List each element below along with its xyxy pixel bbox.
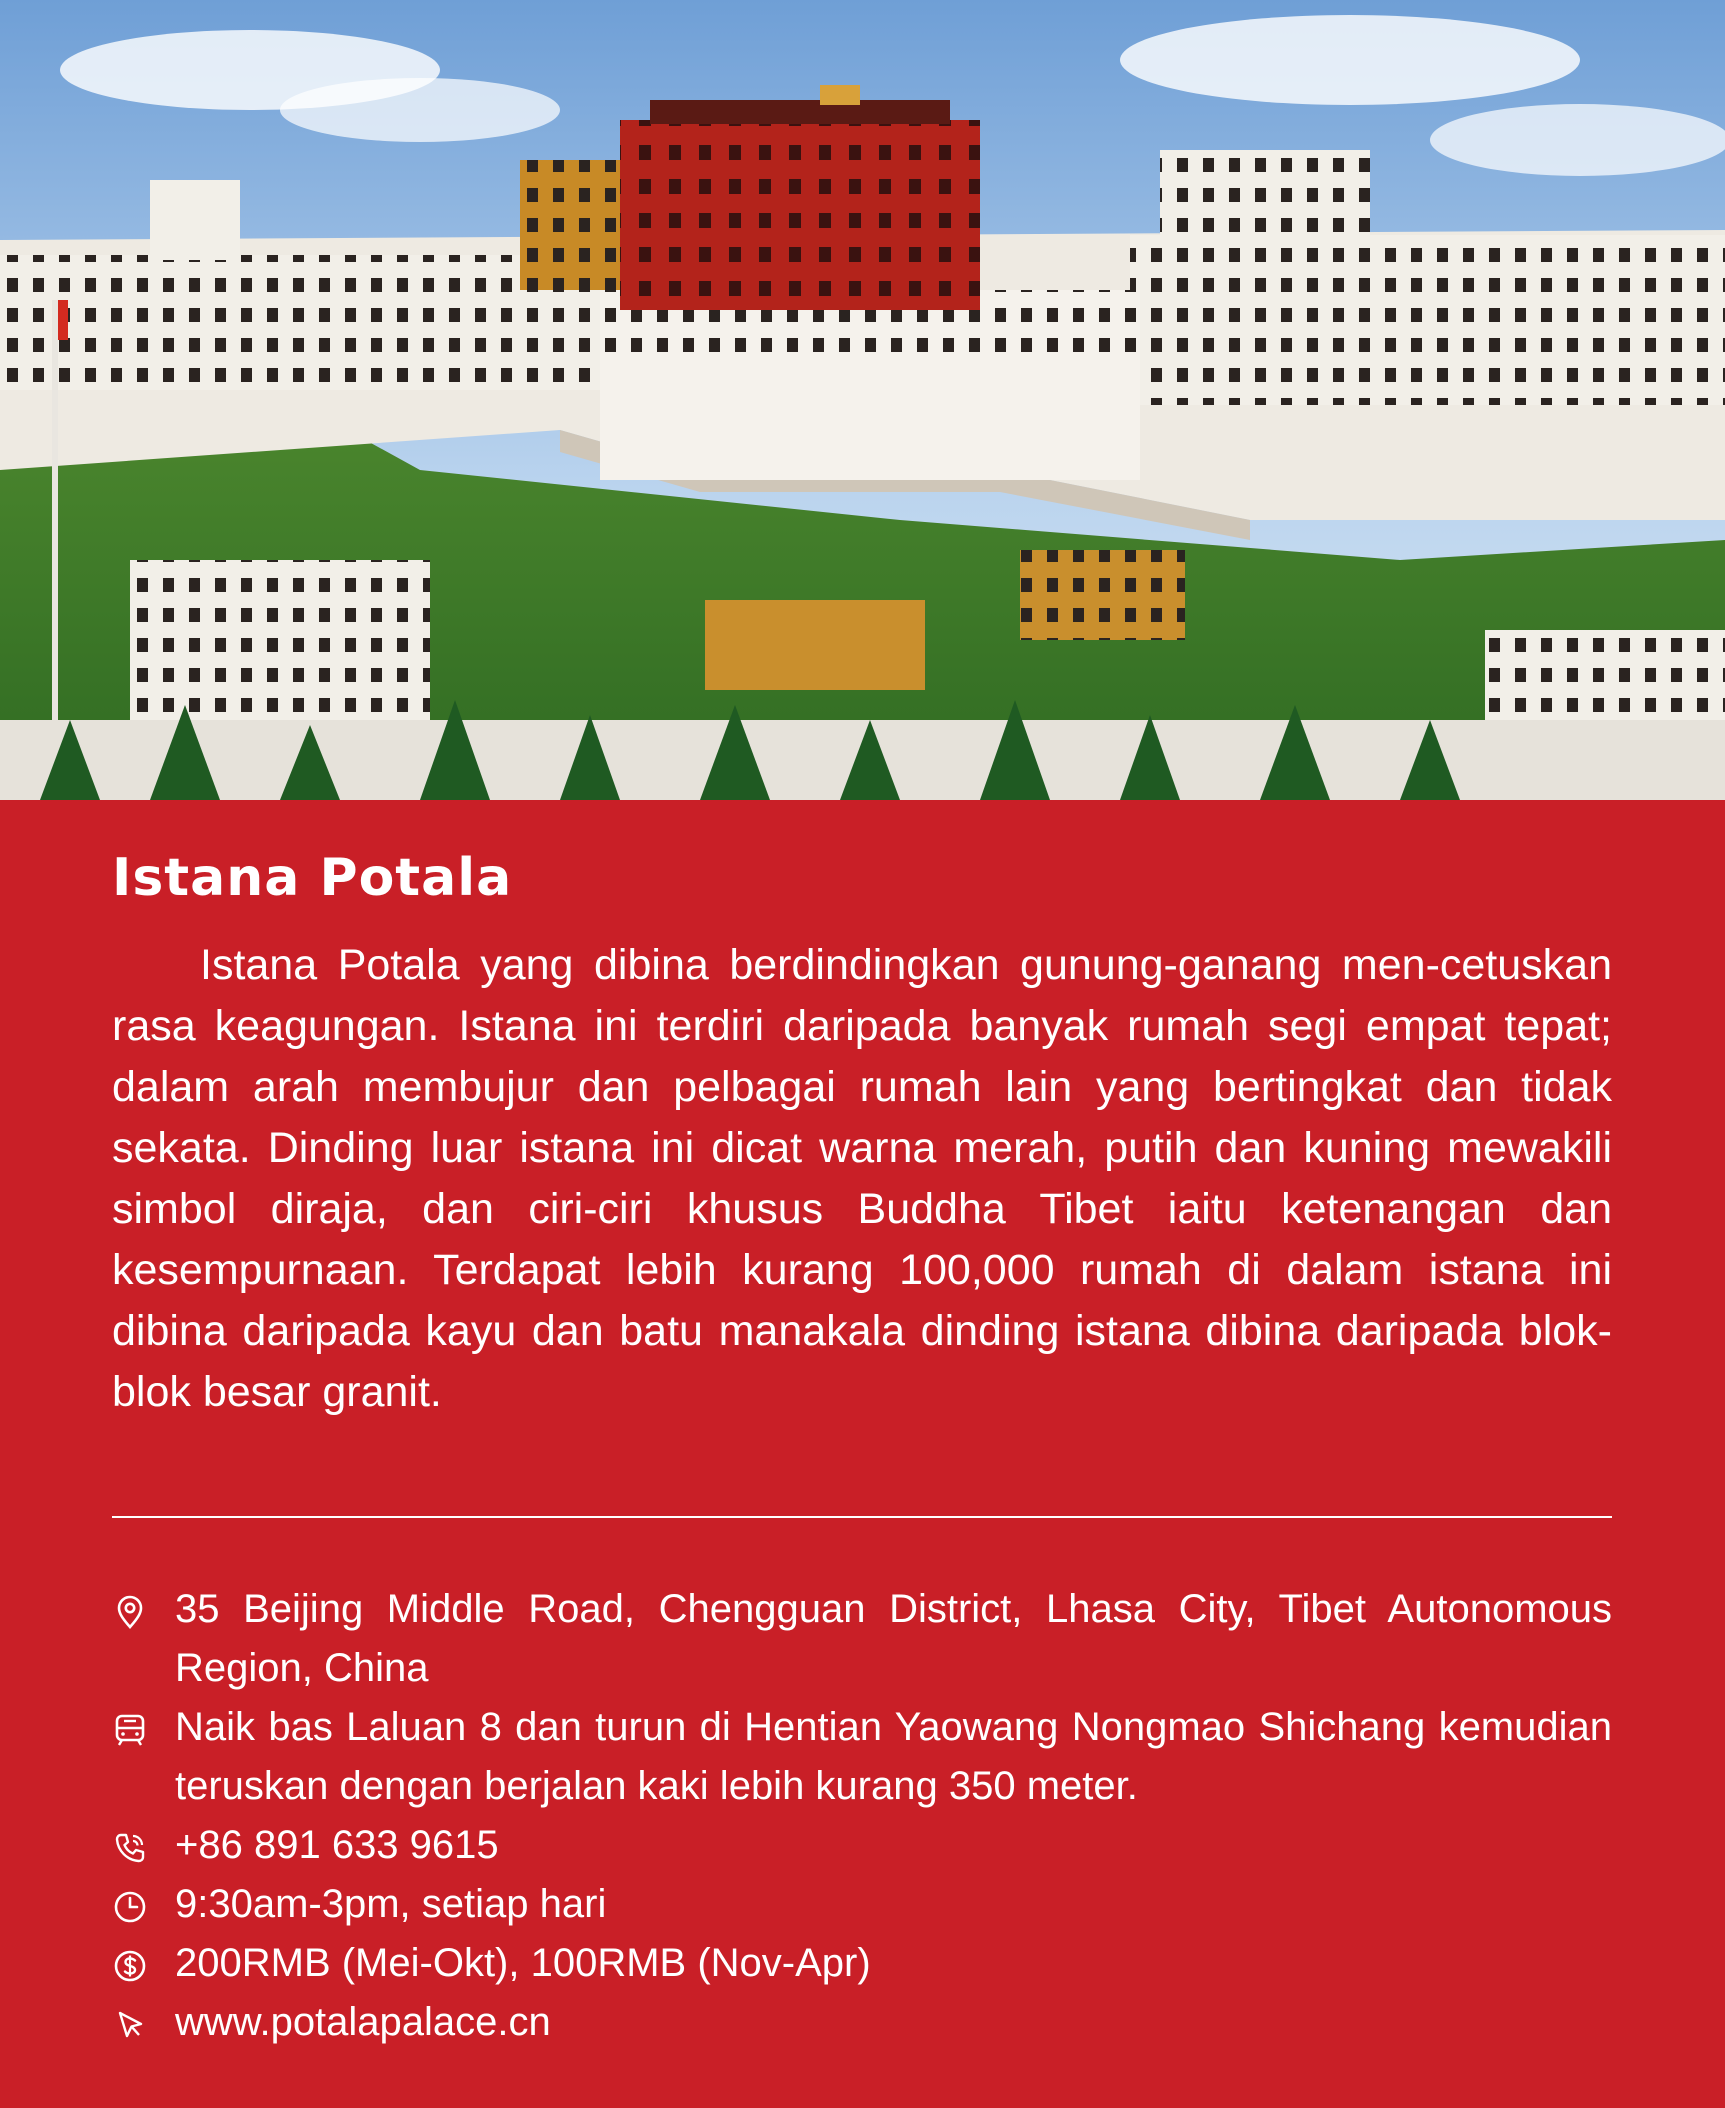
- potala-palace-illustration: [0, 0, 1725, 800]
- info-hours: [112, 1875, 1612, 1934]
- website-link[interactable]: www.potalapalace.cn: [175, 2000, 551, 2044]
- dollar-icon: [112, 1948, 148, 1984]
- address-text: 35 Beijing Middle Road, Chengguan District, Lhasa City, Tibet Autonomous Region, China: [175, 1587, 1612, 1690]
- info-phone: [112, 1816, 1612, 1875]
- price-text: 200RMB (Mei-Okt), 100RMB (Nov-Apr): [175, 1941, 871, 1985]
- info-price: [112, 1934, 1612, 1993]
- info-website[interactable]: [112, 1993, 1612, 2052]
- info-transport: [112, 1698, 1612, 1816]
- info-address: [112, 1580, 1612, 1698]
- page-title: Istana Potala: [112, 848, 513, 908]
- hours-text: 9:30am-3pm, setiap hari: [175, 1882, 607, 1926]
- divider: [112, 1516, 1612, 1518]
- clock-icon: [112, 1889, 148, 1925]
- phone-icon: [112, 1830, 148, 1866]
- description-paragraph: Istana Potala yang dibina berdindingkan gunung-ganang men-cetuskan rasa keagungan. Istana ini terdiri daripada banyak rumah segi empat tepat; dalam arah membujur dan pelbagai rumah lain yang bertingkat dan tidak sekata. Dinding luar istana ini dicat warna merah, putih dan kuning mewakili simbol diraja, dan ciri-ciri khusus Buddha Tibet iaitu ketenangan dan kesempurnaan. Terdapat lebih kurang 100,000 rumah di dalam istana ini dibina daripada kayu dan batu manakala dinding istana dibina daripada blok-blok besar granit.: [112, 941, 1612, 1416]
- bus-icon: [112, 1712, 148, 1748]
- cursor-icon: [112, 2007, 148, 2043]
- info-list: [112, 1580, 1612, 2052]
- hero-photo: [0, 0, 1725, 800]
- phone-text: +86 891 633 9615: [175, 1823, 499, 1867]
- transport-text: Naik bas Laluan 8 dan turun di Hentian Yaowang Nongmao Shichang kemudian teruskan dengan berjalan kaki lebih kurang 350 meter.: [175, 1705, 1612, 1808]
- location-pin-icon: [112, 1594, 148, 1630]
